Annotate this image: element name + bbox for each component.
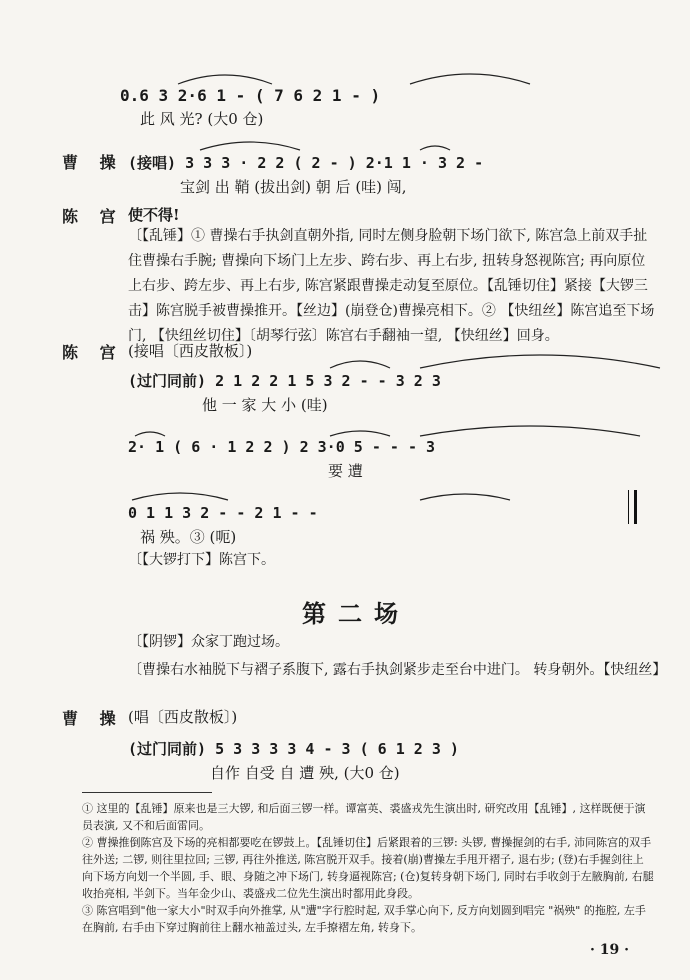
notes-chengong-row-1: (过门同前) 2 1 2 2 1 5 3 2 - - 3 2 3 [128, 372, 441, 390]
speaker-chengong-1: 陈 宫 [62, 207, 124, 226]
lyrics-chengong-row-1: 他 一 家 大 小 (哇) [202, 396, 328, 414]
scene-title: 第二场 [302, 599, 410, 628]
lyrics-caocao-2: 自作 自受 自 遭 殃, (大0 仓) [210, 764, 400, 782]
lyrics-line-1: 此 风 光? (大0 仓) [140, 110, 264, 128]
page-number: · 19 · [590, 942, 629, 958]
lyrics-caocao-1: 宝剑 出 鞘 (拔出剑) 朝 后 (哇) 闯, [180, 178, 407, 196]
notes-line-1: 0.6 3 2·6 1 - ( 7 6 2 1 - ) [120, 86, 381, 105]
banqiang-caocao: (唱〔西皮散板〕) [128, 708, 238, 726]
scene2-direction-1: 〔【阴锣】众家丁跑过场。 [128, 634, 289, 650]
lyrics-chengong-row-2: 要 遭 [328, 462, 363, 480]
scene2-direction-2: 〔曹操右水袖脱下与褶子系腹下, 露右手执剑紧步走至台中进门。 转身朝外。【快纽丝】 [128, 662, 667, 678]
banqiang-chengong: (接唱〔西皮散板〕) [128, 342, 253, 360]
notes-caocao-1: (接唱) 3 3 3 · 2 2 ( 2 - ) 2·1 1 · 3 2 - [128, 154, 484, 172]
footnote-1: ① 这里的【乱锤】原来也是三大锣, 和后面三锣一样。谭富英、裘盛戎先生演出时, 研究改用【乱锤】, 这样既便于演员表演, 又不和后面雷同。 [82, 802, 646, 832]
stage-direction-2: 〔【大锣打下】陈宫下。 [128, 552, 275, 568]
notes-chengong-row-2: 2· 1 ( 6 · 1 2 2 ) 2 3·0 5 - - - 3 [128, 438, 436, 456]
footnote-3: ③ 陈宫唱到"他一家大小"时双手向外推掌, 从"遭"字行腔时起, 双手掌心向下, 反方向划圆到唱完 "祸殃" 的拖腔, 左手在胸前, 右手由下穿过胸前往上翻水袖盖过头, 左手撩褶左角, 转身下。 [82, 904, 646, 934]
speaker-chengong-2: 陈 宫 [62, 343, 124, 362]
speaker-caocao-2: 曹 操 [62, 709, 124, 728]
notes-caocao-2: (过门同前) 5 3 3 3 3 4 - 3 ( 6 1 2 3 ) [128, 740, 459, 758]
lyrics-chengong-row-3: 祸 殃。③ (呃) [140, 528, 237, 546]
speech-chengong: 使不得! [128, 206, 180, 224]
stage-direction-1: 〔【乱锤】① 曹操右手执剑直朝外指, 同时左侧身脸朝下场门欲下, 陈宫急上前双手扯住曹操右手腕; 曹操向下场门上左步、跨右步、再上右步, 扭转身怒视陈宫; 再向原位上右步、跨左步、再上右步, 陈宫紧跟曹操走动复至原位。【乱锤切住】紧接【大锣三击】陈宫脱手被曹操推开。【丝边】(崩登仓)曹操亮相下。② 【快纽丝】陈宫追至下场门, 【快纽丝切住】〔胡琴行弦〕陈宫右手翻袖一望, 【快纽丝】回身。 [128, 228, 655, 344]
notes-chengong-row-3: 0 1 1 3 2 - - 2 1 - - [128, 504, 318, 522]
footnote-2: ② 曹操推倒陈宫及下场的亮相都要吃在锣鼓上。【乱锤切住】后紧跟着的三锣: 头锣, 曹操握剑的右手, 沛同陈宫的双手往外送; 二锣, 则往里拉回; 三锣, 再往外推送, 陈宫脱开双手。接着(崩)曹操左手甩开褶子, 退右步; (登)右手握剑往上向下场方向划一个半圆, 手、眼、身随之冲下场门, 转身逼视陈宫; (仓)复转身朝下场门, 同时右手收剑于左腋胸前, 右腿收抬亮相, 半剑下。当年金少山、裘盛戎二位先生演出时都用此身段。 [82, 836, 654, 900]
speaker-caocao-1: 曹 操 [62, 153, 124, 172]
